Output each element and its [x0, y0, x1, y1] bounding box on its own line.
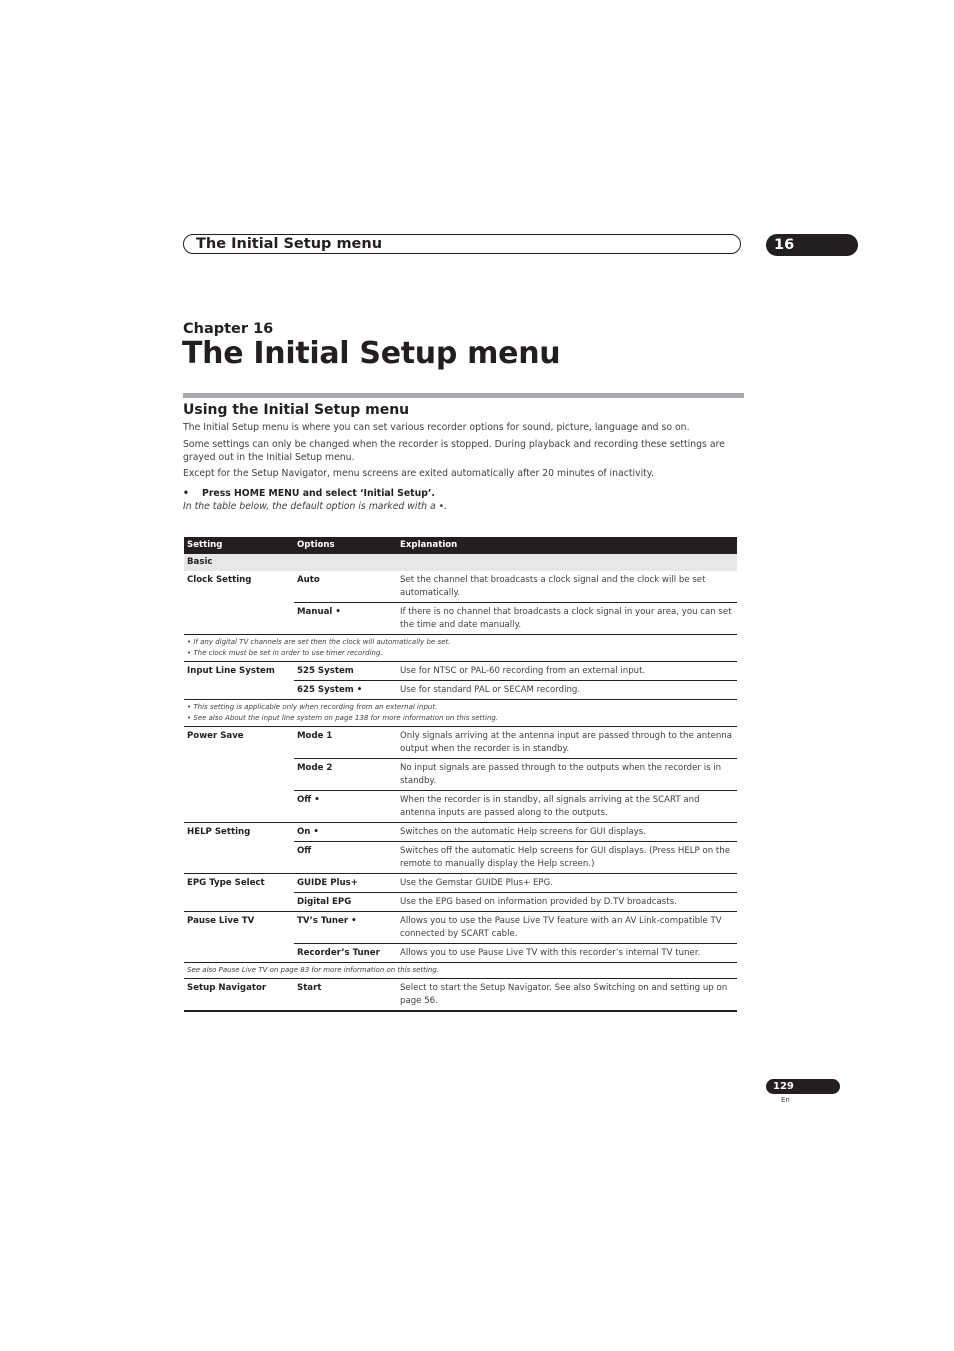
table-group-label: Basic — [184, 554, 737, 571]
table-note-row — [184, 635, 737, 662]
running-header — [183, 234, 741, 254]
running-header-title: The Initial Setup menu — [196, 236, 383, 252]
default-note: In the table below, the default option is marked with a •. — [183, 501, 448, 512]
table-cell-setting — [184, 944, 294, 963]
table-row — [184, 571, 737, 603]
chapter-number-tab — [766, 234, 858, 256]
table-row — [184, 759, 737, 791]
table-row — [184, 681, 737, 700]
instruction-step — [183, 488, 435, 499]
table-cell-explanation: Use for NTSC or PAL-60 recording from an external input. — [397, 662, 737, 681]
language-code: En — [781, 1096, 790, 1104]
table-row — [184, 893, 737, 912]
table-cell-explanation: No input signals are passed through to the outputs when the recorder is in standby. — [397, 759, 737, 791]
table-cell-setting: EPG Type Select — [187, 878, 265, 888]
section-rule — [183, 393, 744, 398]
table-note-line: • If any digital TV channels are set then the clock will automatically be set. — [187, 638, 451, 646]
intro-paragraph-2: Some settings can only be changed when the recorder is stopped. During playback and recording these settings are grayed out in the Initial Setup menu. — [183, 439, 725, 463]
table-cell-option: Digital EPG — [294, 893, 397, 912]
table-note — [184, 635, 737, 662]
table-cell-option: Manual • — [294, 603, 397, 635]
table-row — [184, 912, 737, 944]
table-note-line: See also Pause Live TV on page 83 for more information on this setting. — [187, 966, 439, 974]
settings-table — [184, 537, 737, 1012]
table-note-line: • The clock must be set in order to use timer recording. — [187, 649, 383, 657]
table-cell-setting: Power Save — [187, 731, 244, 741]
table-cell-explanation: Select to start the Setup Navigator. See also Switching on and setting up on page 56. — [397, 979, 737, 1012]
intro-paragraph-1: The Initial Setup menu is where you can set various recorder options for sound, picture, language and so on. — [183, 422, 690, 433]
table-cell-setting: Setup Navigator — [184, 979, 294, 1012]
table-cell-setting: HELP Setting — [187, 827, 251, 837]
table-group-row — [184, 554, 737, 571]
section-heading: Using the Initial Setup menu — [183, 402, 410, 418]
table-cell-explanation: Switches off the automatic Help screens for GUI displays. (Press HELP on the remote to manually display the Help screen.) — [397, 842, 737, 874]
chapter-label: Chapter 16 — [183, 321, 274, 337]
chapter-title: The Initial Setup menu — [182, 336, 561, 371]
table-cell-explanation: If there is no channel that broadcasts a clock signal in your area, you can set the time and date manually. — [397, 603, 737, 635]
table-cell-setting: Input Line System — [187, 666, 275, 676]
table-cell-option: Off • — [294, 791, 397, 823]
table-cell-option: 625 System • — [294, 681, 397, 700]
table-row — [184, 842, 737, 874]
step-bullet: • — [183, 488, 189, 499]
table-cell-setting: Clock Setting — [187, 575, 252, 585]
table-cell-option: Off — [294, 842, 397, 874]
step-text: Press HOME MENU and select ‘Initial Setup’. — [202, 488, 435, 499]
table-note — [184, 963, 737, 979]
table-cell-explanation: Allows you to use the Pause Live TV feature with an AV Link-compatible TV connected by SCART cable. — [397, 912, 737, 944]
table-cell-option: 525 System — [294, 662, 397, 681]
table-note-row — [184, 700, 737, 727]
table-cell-option: On • — [294, 823, 397, 842]
table-cell-explanation: Use the Gemstar GUIDE Plus+ EPG. — [397, 874, 737, 893]
table-body — [184, 554, 737, 1011]
table-row — [184, 944, 737, 963]
table-cell-explanation: Set the channel that broadcasts a clock signal and the clock will be set automatically. — [397, 571, 737, 603]
table-cell-explanation: Switches on the automatic Help screens for GUI displays. — [397, 823, 737, 842]
table-cell-option: Recorder’s Tuner — [294, 944, 397, 963]
table-cell-option: Auto — [294, 571, 397, 603]
table-cell-setting — [184, 893, 294, 912]
column-header-options: Options — [294, 537, 397, 554]
table-cell-option: GUIDE Plus+ — [294, 874, 397, 893]
table-row — [184, 874, 737, 893]
table-cell-explanation: Use for standard PAL or SECAM recording. — [397, 681, 737, 700]
table-cell-setting: Pause Live TV — [187, 916, 255, 926]
table-cell-explanation: Only signals arriving at the antenna input are passed through to the antenna output when the recorder is in standby. — [397, 727, 737, 759]
table-note — [184, 700, 737, 727]
table-cell-setting — [184, 681, 294, 700]
chapter-number: 16 — [774, 237, 795, 253]
page-number-tab — [766, 1079, 840, 1094]
table-row — [184, 662, 737, 681]
table-cell-option: Mode 1 — [294, 727, 397, 759]
table-row — [184, 979, 737, 1012]
table-note-row — [184, 963, 737, 979]
table-row — [184, 727, 737, 759]
table-cell-option: Start — [294, 979, 397, 1012]
column-header-setting: Setting — [184, 537, 294, 554]
table-cell-option: Mode 2 — [294, 759, 397, 791]
table-cell-setting — [184, 842, 294, 874]
column-header-explanation: Explanation — [397, 537, 737, 554]
page-number: 129 — [773, 1081, 794, 1092]
table-row — [184, 791, 737, 823]
table-cell-setting — [184, 791, 294, 823]
table-cell-option: TV’s Tuner • — [294, 912, 397, 944]
table-cell-explanation: When the recorder is in standby, all signals arriving at the SCART and antenna inputs are passed along to the outputs. — [397, 791, 737, 823]
table-note-line: • See also About the input line system on page 138 for more information on this setting. — [187, 714, 499, 722]
table-note-line: • This setting is applicable only when recording from an external input. — [187, 703, 438, 711]
table-header-row — [184, 537, 737, 554]
intro-paragraph-3: Except for the Setup Navigator, menu screens are exited automatically after 20 minutes of inactivity. — [183, 468, 654, 479]
table-row — [184, 603, 737, 635]
table-cell-setting — [184, 759, 294, 791]
table-cell-setting — [184, 603, 294, 635]
table-cell-explanation: Allows you to use Pause Live TV with this recorder’s internal TV tuner. — [397, 944, 737, 963]
table-cell-explanation: Use the EPG based on information provided by D.TV broadcasts. — [397, 893, 737, 912]
table-row — [184, 823, 737, 842]
